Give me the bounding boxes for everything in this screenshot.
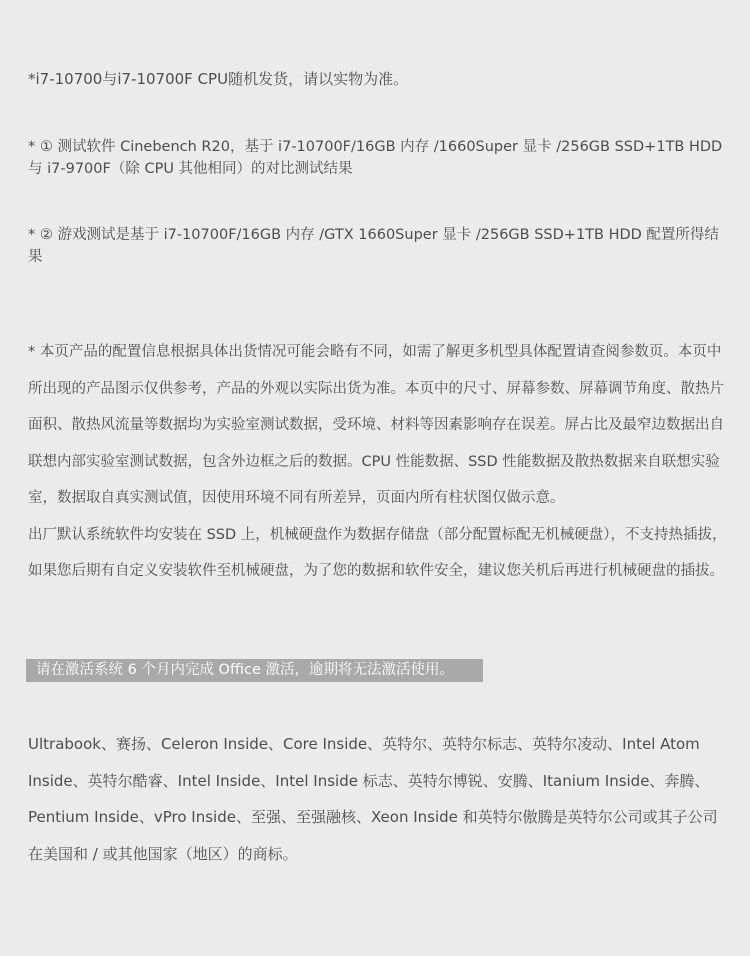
cpu-shipping-note: *i7-10700与i7-10700F CPU随机发货，请以实物为准。 — [28, 70, 409, 88]
game-test-footnote: * ② 游戏测试是基于 i7-10700F/16GB 内存 /GTX 1660Super 显卡 /256GB SSD+1TB HDD 配置所得结果 — [28, 227, 719, 265]
configuration-disclaimer — [28, 334, 728, 590]
disclaimer-paragraph: * 本页产品的配置信息根据具体出货情况可能会略有不同，如需了解更多机型具体配置请查阅参数页。本页中所出现的产品图示仅供参考，产品的外观以实际出货为准。本页中的尺寸、屏幕参数、屏幕调节角度、散热片面积、散热风流量等数据均为实验室测试数据，受环境、材料等因素影响存在误差。屏占比及最窄边数据出自联想内部实验室测试数据，包含外边框之后的数据。CPU 性能数据、SSD 性能数据及散热数据来自联想实验室，数据取自真实测试值，因使用环境不同有所差异，页面内所有柱状图仅做示意。 — [28, 344, 724, 506]
storage-paragraph: 出厂默认系统软件均安装在 SSD 上，机械硬盘作为数据存储盘（部分配置标配无机械硬盘），不支持热插拔，如果您后期有自定义安装软件至机械硬盘，为了您的数据和软件安全，建议您关机后再进行机械硬盘的插拔。 — [28, 526, 727, 579]
benchmark-footnote: * ① 测试软件 Cinebench R20，基于 i7-10700F/16GB 内存 /1660Super 显卡 /256GB SSD+1TB HDD 与 i7-9700F（除 CPU 其他相同）的对比测试结果 — [28, 139, 723, 177]
trademark-statement: Ultrabook、赛扬、Celeron Inside、Core Inside、英特尔、英特尔标志、英特尔凌动、Intel Atom Inside、英特尔酷睿、Intel Inside、Intel Inside 标志、英特尔博锐、安腾、Itanium Inside、奔腾、Pentium Inside、vPro Inside、至强、至强融核、Xeon Inside 和英特尔傲腾是英特尔公司或其子公司在美国和 / 或其他国家（地区）的商标。 — [28, 735, 718, 863]
office-activation-notice: 请在激活系统 6 个月内完成 Office 激活，逾期将无法激活使用。 — [36, 662, 454, 678]
